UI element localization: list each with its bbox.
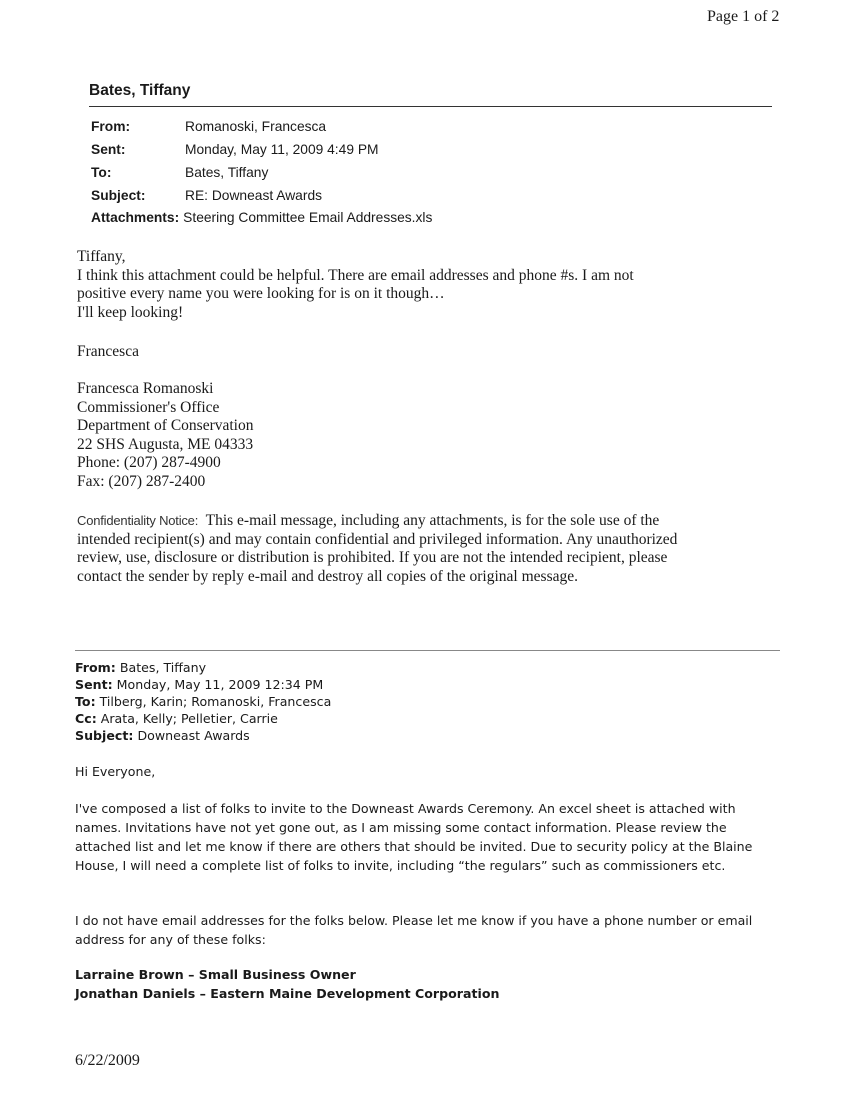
page-number: Page 1 of 2 <box>707 8 780 25</box>
confidentiality-line: contact the sender by reply e-mail and destroy all copies of the original message. <box>77 567 578 585</box>
signature-address: 22 SHS Augusta, ME 04333 <box>77 435 254 453</box>
from-value: Bates, Tiffany <box>119 660 207 675</box>
body-line: I'll keep looking! <box>77 303 184 321</box>
from-label: From: <box>75 660 116 675</box>
sent-value: Monday, May 11, 2009 12:34 PM <box>116 677 324 692</box>
body-line: names. Invitations have not yet gone out, as I am missing some contact information. Please review the <box>75 820 727 835</box>
attachment-file: Steering Committee Email Addresses.xls <box>183 210 433 225</box>
body-line: I do not have email addresses for the folks below. Please let me know if you have a phone number or email <box>75 913 753 928</box>
signature-name: Francesca Romanoski <box>77 380 214 397</box>
signature-fax: Fax: (207) 287-2400 <box>77 472 206 490</box>
signature-department: Department of Conservation <box>77 417 254 435</box>
contact-item: Jonathan Daniels – Eastern Maine Development Corporation <box>75 986 500 1001</box>
to-label: To: <box>75 694 96 709</box>
to-label: To: <box>91 165 112 180</box>
confidentiality-label: Confidentiality Notice: <box>77 513 199 528</box>
sent-label: Sent: <box>91 142 126 157</box>
to-value: Tilberg, Karin; Romanoski, Francesca <box>99 694 332 709</box>
signature-office: Commissioner's Office <box>77 398 220 416</box>
subject-value: Downeast Awards <box>137 728 250 743</box>
subject-label: Subject: <box>91 188 146 203</box>
body-line: I think this attachment could be helpful. There are email addresses and phone #s. I am not <box>77 266 634 284</box>
message1-attachments-row <box>91 210 432 225</box>
greeting: Tiffany, <box>77 248 126 265</box>
mailbox-owner: Bates, Tiffany <box>89 82 191 99</box>
from-label: From: <box>91 119 131 134</box>
message2-to-row <box>75 693 331 710</box>
message1-body <box>77 248 634 322</box>
message1-to-row <box>91 165 268 180</box>
message2-header <box>75 659 331 744</box>
sent-label: Sent: <box>75 677 113 692</box>
header-divider <box>89 106 772 107</box>
body-line: I've composed a list of folks to invite to the Downeast Awards Ceremony. An excel sheet is attached with <box>75 801 736 816</box>
confidentiality-notice <box>77 512 677 586</box>
message1-subject-row <box>91 188 322 203</box>
sent-value: Monday, May 11, 2009 4:49 PM <box>185 142 379 157</box>
from-value: Romanoski, Francesca <box>185 119 327 134</box>
subject-value: RE: Downeast Awards <box>185 188 323 203</box>
message2-from-row <box>75 659 331 676</box>
confidentiality-line: intended recipient(s) and may contain confidential and privileged information. Any unauthorized <box>77 530 678 548</box>
cc-value: Arata, Kelly; Pelletier, Carrie <box>100 711 278 726</box>
message2-paragraph-2 <box>75 911 752 949</box>
message2-paragraph-1 <box>75 799 752 875</box>
missing-contacts-list <box>75 965 499 1003</box>
body-line: House, I will need a complete list of folks to invite, including “the regulars” such as commissioners etc. <box>75 858 726 873</box>
message2-subject-row <box>75 727 331 744</box>
signoff: Francesca <box>77 343 139 360</box>
message2-cc-row <box>75 710 331 727</box>
body-line: attached list and let me know if there are others that should be invited. Due to security policy at the Blaine <box>75 839 753 854</box>
message-separator <box>75 650 780 651</box>
signature-block <box>77 380 253 492</box>
confidentiality-line: This e-mail message, including any attachments, is for the sole use of the <box>205 512 660 529</box>
contact-item: Larraine Brown – Small Business Owner <box>75 967 356 982</box>
message2-sent-row <box>75 676 331 693</box>
signature-phone: Phone: (207) 287-4900 <box>77 454 221 472</box>
confidentiality-line: review, use, disclosure or distribution is prohibited. If you are not the intended recipient, please <box>77 549 668 567</box>
cc-label: Cc: <box>75 711 97 726</box>
subject-label: Subject: <box>75 728 134 743</box>
body-line: address for any of these folks: <box>75 932 266 947</box>
message1-sent-row <box>91 142 379 157</box>
to-value: Bates, Tiffany <box>185 165 269 180</box>
message2-greeting: Hi Everyone, <box>75 764 156 779</box>
print-date: 6/22/2009 <box>75 1052 140 1069</box>
message1-from-row <box>91 119 326 134</box>
body-line: positive every name you were looking for is on it though… <box>77 285 445 303</box>
attachments-label: Attachments: <box>91 210 180 225</box>
